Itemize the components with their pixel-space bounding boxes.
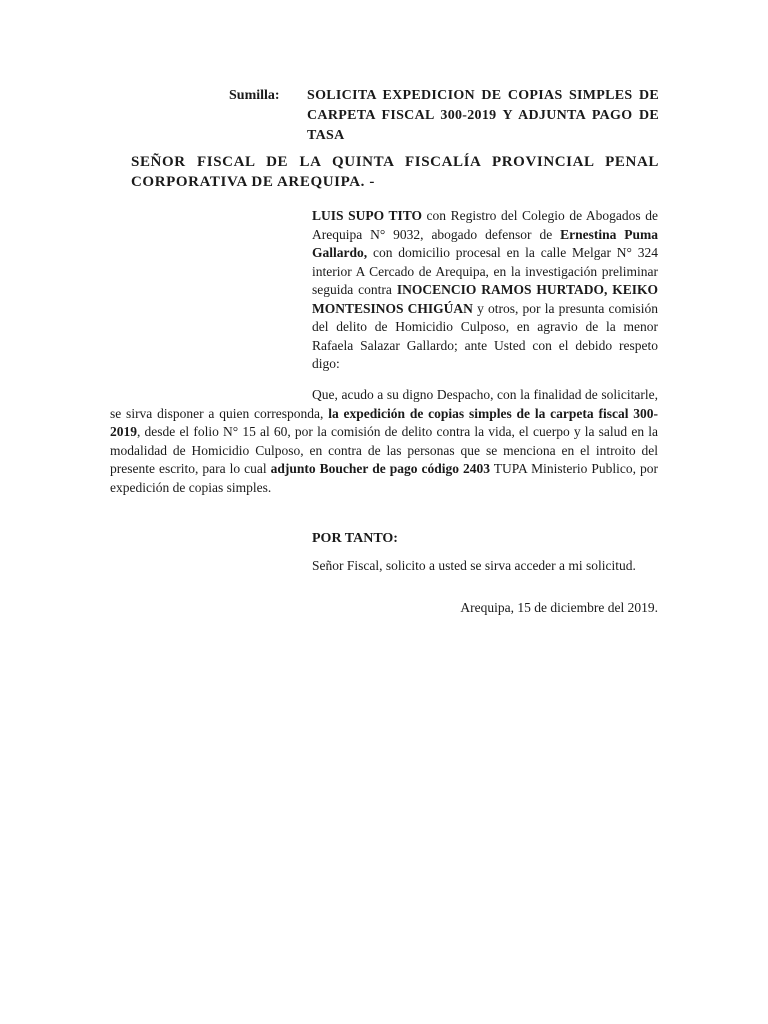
- intro-text-2: con domicilio procesal en la calle Melgar N° 324 interior A Cercado de Arequipa, en la investigación preliminar seguida contra: [312, 245, 658, 297]
- intro-paragraph: [312, 207, 658, 374]
- signature-date: Arequipa, 15 de diciembre del 2019.: [460, 600, 658, 615]
- por-tanto-heading: POR TANTO:: [312, 531, 398, 546]
- client-name: Ernestina Puma Gallardo,: [312, 226, 658, 260]
- body-bold-2: adjunto Boucher de pago código 2403: [270, 461, 491, 476]
- sumilla-block: [229, 86, 659, 146]
- lawyer-name: LUIS SUPO TITO: [312, 208, 422, 223]
- intro-text-3: y otros, por la presunta comisión del delito de Homicidio Culposo, en agravio de la menor Rafaela Salazar Gallardo; ante Usted con el debido respeto digo:: [312, 300, 658, 371]
- body-text-3: TUPA Ministerio Publico, por expedición de copias simples.: [110, 461, 658, 495]
- sumilla-text: SOLICITA EXPEDICION DE COPIAS SIMPLES DE CARPETA FISCAL 300-2019 Y ADJUNTA PAGO DE TASA: [307, 88, 659, 143]
- request-paragraph: Señor Fiscal, solicito a usted se sirva acceder a mi solicitud.: [312, 558, 636, 573]
- sumilla-label: Sumilla:: [229, 88, 280, 103]
- body-bold-1: la expedición de copias simples de la carpeta fiscal 300-2019: [110, 405, 659, 439]
- body-text-2: , desde el folio N° 15 al 60, por la comisión de delito contra la vida, el cuerpo y la salud en la modalidad de Homicidio Culposo, en contra de las personas que se menciona en el introito del presente escrito, para lo cual: [110, 424, 658, 476]
- intro-text-1: con Registro del Colegio de Abogados de Arequipa N° 9032, abogado defensor de: [312, 208, 659, 242]
- addressee-heading: SEÑOR FISCAL DE LA QUINTA FISCALÍA PROVINCIAL PENAL CORPORATIVA DE AREQUIPA. -: [131, 154, 659, 190]
- body-paragraph: [110, 386, 658, 497]
- body-text-1: Que, acudo a su digno Despacho, con la finalidad de solicitarle, se sirva disponer a quien corresponda,: [110, 387, 658, 421]
- accused-names: INOCENCIO RAMOS HURTADO, KEIKO MONTESINOS CHIGÚAN: [312, 282, 658, 316]
